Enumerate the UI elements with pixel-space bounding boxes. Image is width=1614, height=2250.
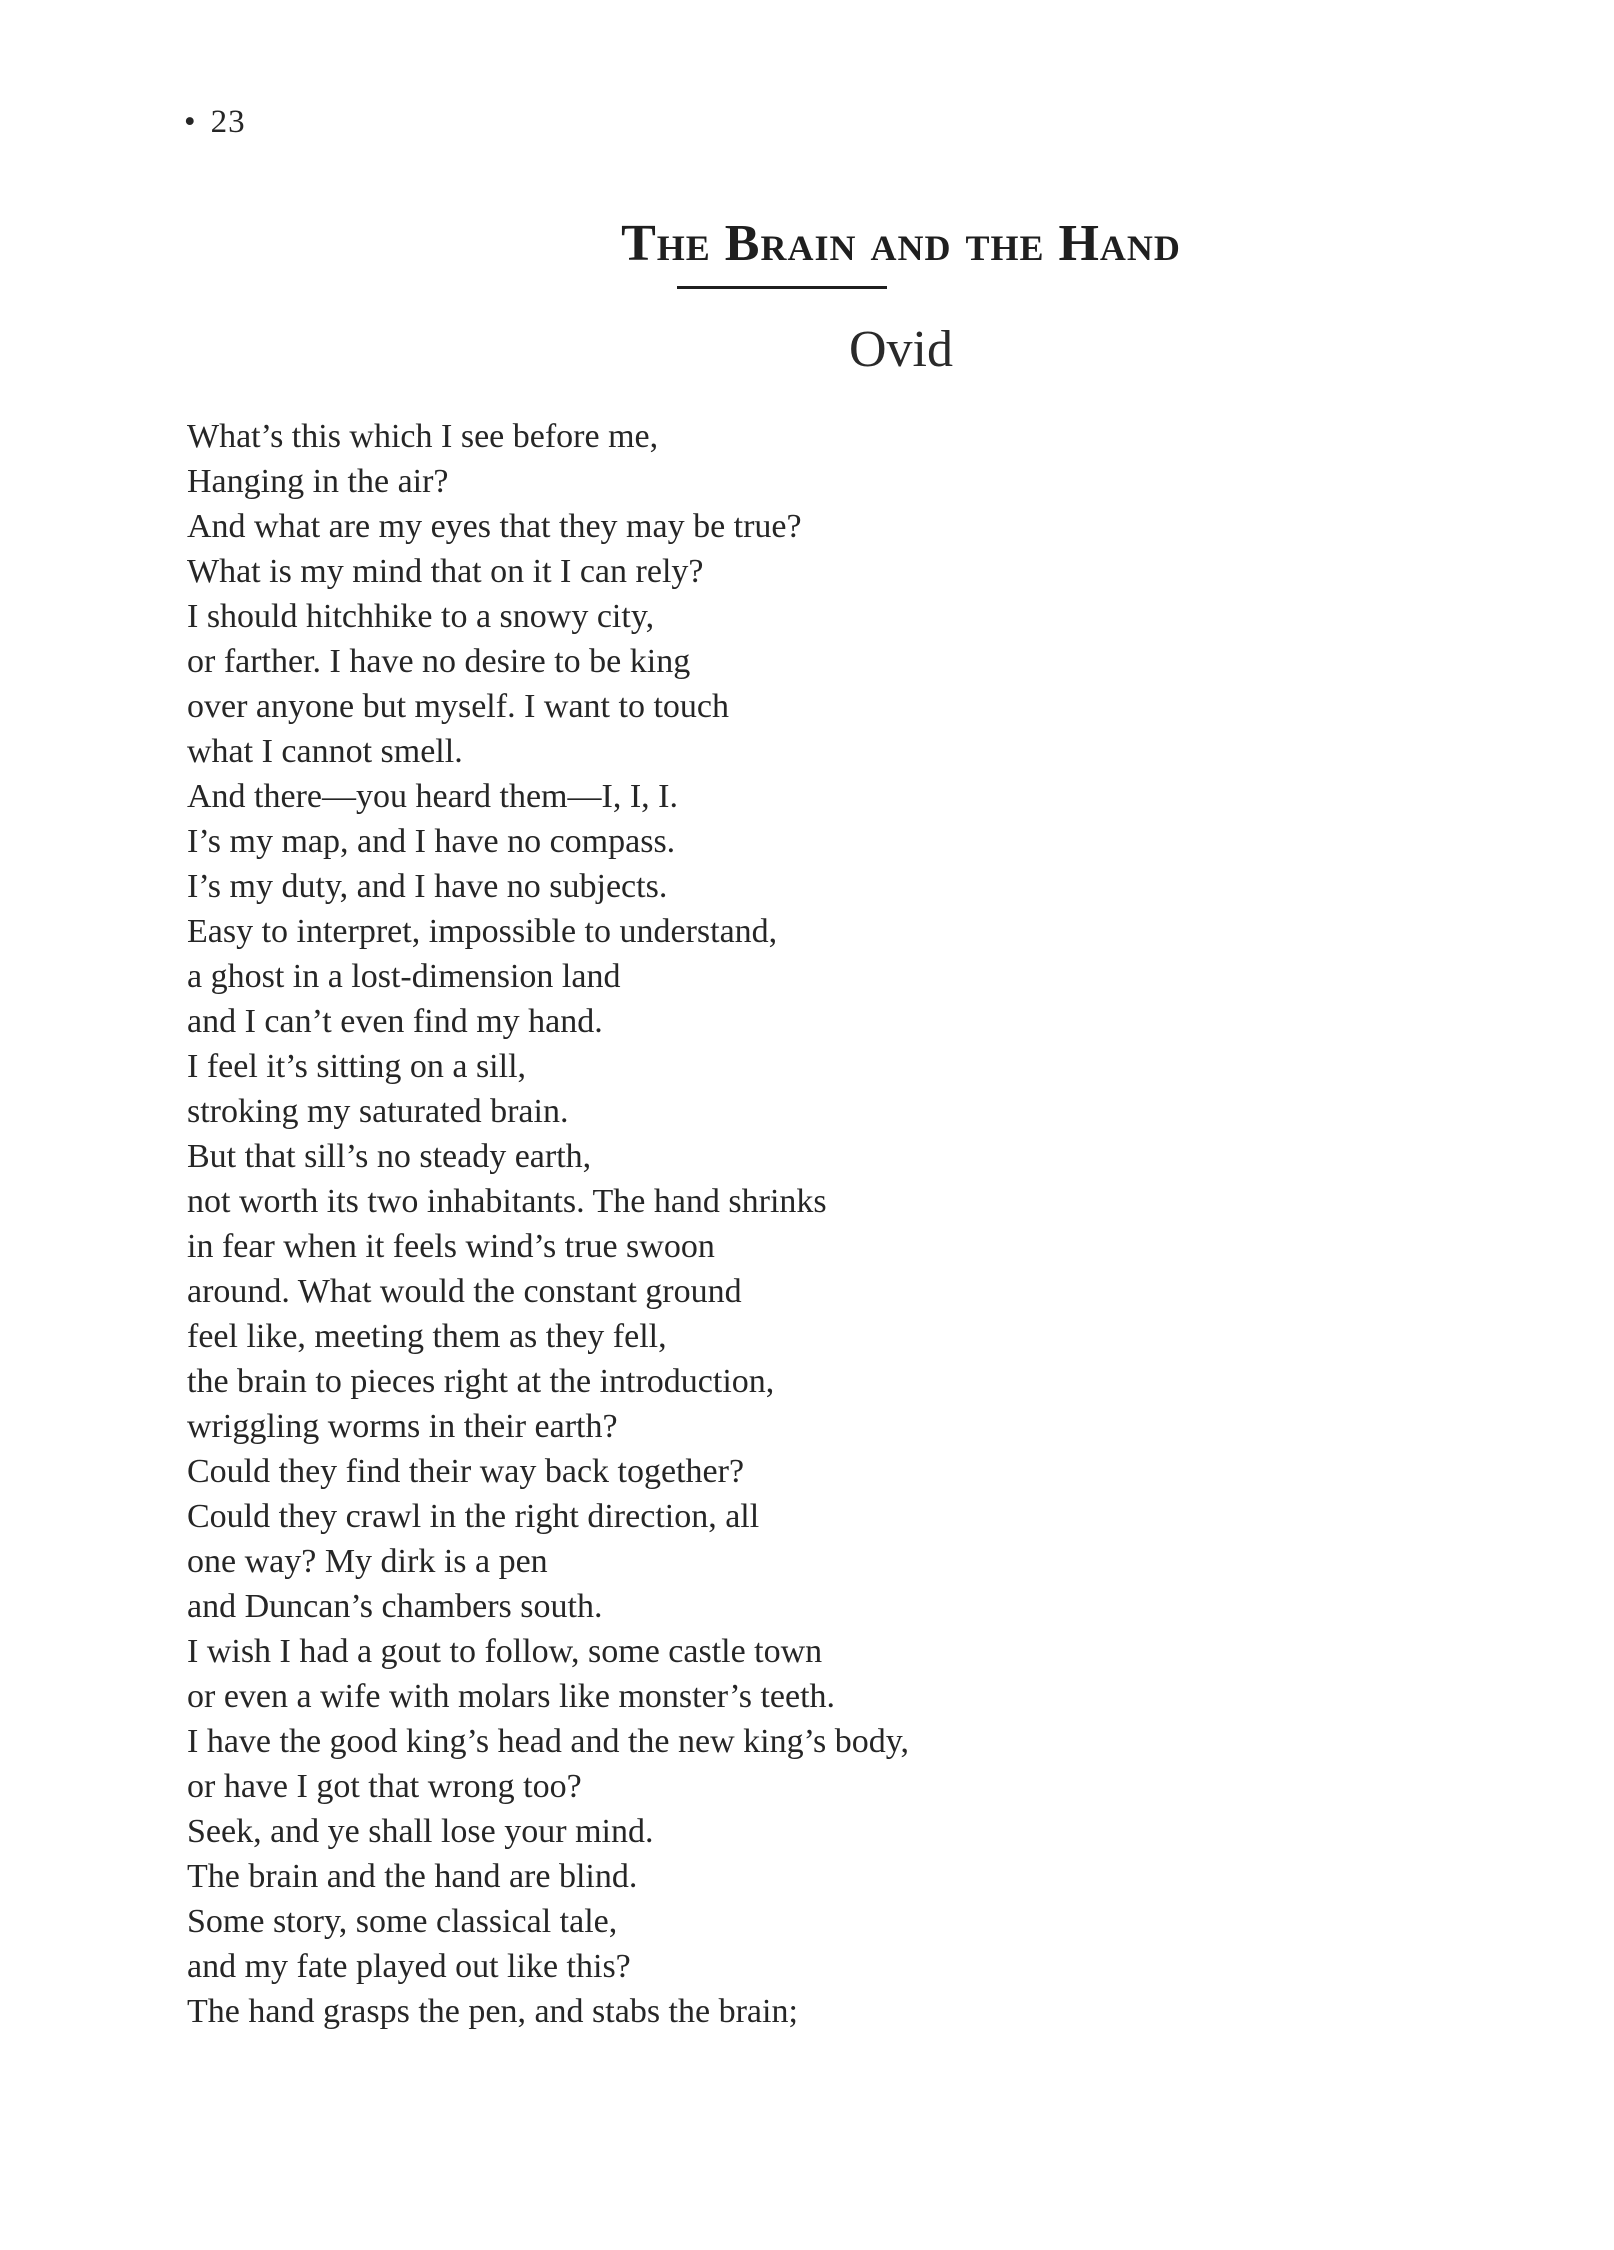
page-number-bullet: • bbox=[184, 104, 197, 140]
poem-line: or farther. I have no desire to be king bbox=[187, 643, 691, 680]
poem-author: Ovid bbox=[849, 321, 953, 378]
poem-line: wriggling worms in their earth? bbox=[187, 1408, 618, 1445]
poem-line: The hand grasps the pen, and stabs the brain; bbox=[187, 1993, 798, 2030]
poem-line: I’s my duty, and I have no subjects. bbox=[187, 868, 668, 905]
title-rule bbox=[677, 286, 887, 289]
poem-line: not worth its two inhabitants. The hand shrinks bbox=[187, 1183, 827, 1220]
poem-line: or have I got that wrong too? bbox=[187, 1768, 582, 1805]
poem-line: over anyone but myself. I want to touch bbox=[187, 688, 729, 725]
poem-line: What’s this which I see before me, bbox=[187, 418, 659, 455]
poem-line: around. What would the constant ground bbox=[187, 1273, 742, 1310]
poem-title: The Brain and the Hand bbox=[621, 215, 1181, 272]
poem-line: or even a wife with molars like monster’s teeth. bbox=[187, 1678, 836, 1715]
poem-line: I have the good king’s head and the new king’s body, bbox=[187, 1723, 910, 1760]
poem-line: The brain and the hand are blind. bbox=[187, 1858, 638, 1895]
poem-line: Seek, and ye shall lose your mind. bbox=[187, 1813, 654, 1850]
poem-line: Hanging in the air? bbox=[187, 463, 449, 500]
poem-line: And what are my eyes that they may be true? bbox=[187, 508, 802, 545]
poem-line: But that sill’s no steady earth, bbox=[187, 1138, 592, 1175]
poem-line: what I cannot smell. bbox=[187, 733, 463, 770]
poem-line: I feel it’s sitting on a sill, bbox=[187, 1048, 527, 1085]
poem-line: Some story, some classical tale, bbox=[187, 1903, 618, 1940]
poem-body bbox=[187, 414, 1487, 2034]
page-number-value: 23 bbox=[210, 104, 246, 140]
poem-line: I should hitchhike to a snowy city, bbox=[187, 598, 655, 635]
poem-line: What is my mind that on it I can rely? bbox=[187, 553, 704, 590]
poem-line: in fear when it feels wind’s true swoon bbox=[187, 1228, 715, 1265]
poem-line: Could they crawl in the right direction, all bbox=[187, 1498, 760, 1535]
poem-line: stroking my saturated brain. bbox=[187, 1093, 569, 1130]
poem-line: and I can’t even find my hand. bbox=[187, 1003, 603, 1040]
poem-line: I’s my map, and I have no compass. bbox=[187, 823, 676, 860]
poem-line: and Duncan’s chambers south. bbox=[187, 1588, 603, 1625]
page-number bbox=[184, 102, 246, 142]
poem-line: a ghost in a lost-dimension land bbox=[187, 958, 621, 995]
poem-line: one way? My dirk is a pen bbox=[187, 1543, 548, 1580]
poem-line: and my fate played out like this? bbox=[187, 1948, 631, 1985]
poem-line: Easy to interpret, impossible to understand, bbox=[187, 913, 778, 950]
poem-line: feel like, meeting them as they fell, bbox=[187, 1318, 667, 1355]
poem-line: the brain to pieces right at the introduction, bbox=[187, 1363, 775, 1400]
poem-line: I wish I had a gout to follow, some castle town bbox=[187, 1633, 823, 1670]
poem-line: And there—you heard them—I, I, I. bbox=[187, 778, 678, 815]
poem-line: Could they find their way back together? bbox=[187, 1453, 745, 1490]
